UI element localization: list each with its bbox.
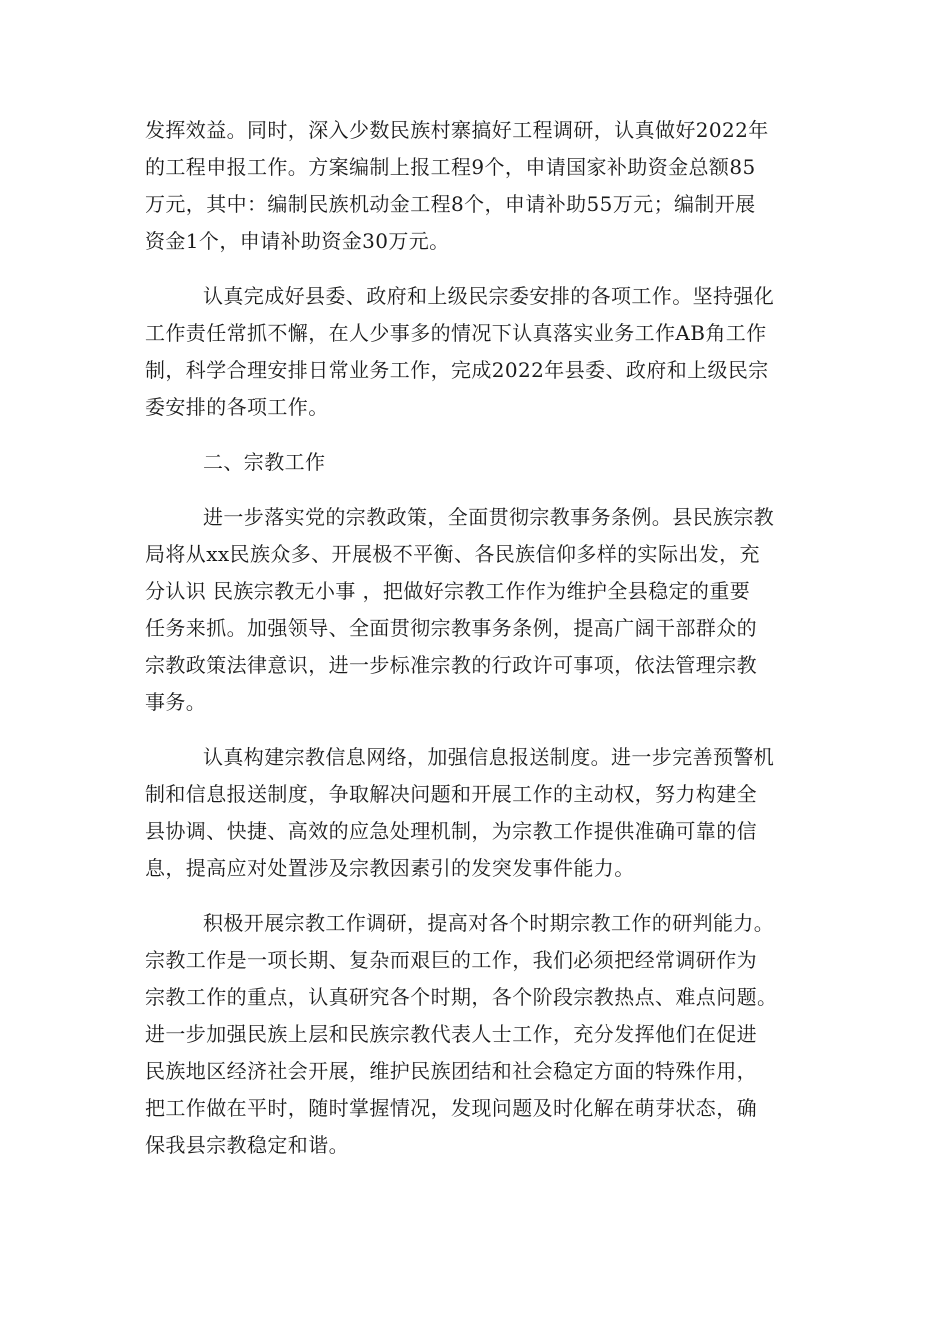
- text-line: 制，科学合理安排日常业务工作，完成2022年县委、政府和上级民宗: [145, 358, 769, 382]
- text-line: 事务。: [145, 690, 207, 714]
- text-line: 认真构建宗教信息网络，加强信息报送制度。进一步完善预警机: [203, 745, 775, 769]
- text-line: 宗教政策法律意识，进一步标准宗教的行政许可事项，依法管理宗教: [145, 653, 757, 677]
- text-line: 资金1个，申请补助资金30万元。: [145, 229, 450, 253]
- text-line: 息，提高应对处置涉及宗教因素引的发突发事件能力。: [145, 856, 635, 880]
- text-line: 宗教工作的重点，认真研究各个时期，各个阶段宗教热点、难点问题。: [145, 985, 778, 1009]
- text-line: 把工作做在平时，随时掌握情况，发现问题及时化解在萌芽状态，确: [145, 1096, 757, 1120]
- section-heading-text: 二、宗教工作: [203, 450, 326, 474]
- text-line: 的工程申报工作。方案编制上报工程9个，申请国家补助资金总额85: [145, 155, 756, 179]
- text-line: 宗教工作是一项长期、复杂而艰巨的工作，我们必须把经常调研作为: [145, 948, 757, 972]
- paragraph-research: [145, 905, 810, 1164]
- text-line: 县协调、快捷、高效的应急处理机制，为宗教工作提供准确可靠的信: [145, 819, 757, 843]
- paragraph-benefits: [145, 112, 810, 260]
- text-line: 认真完成好县委、政府和上级民宗委安排的各项工作。坚持强化: [203, 284, 775, 308]
- paragraph-religious-policy: [145, 499, 810, 721]
- text-line: 万元，其中：编制民族机动金工程8个，申请补助55万元；编制开展: [145, 192, 756, 216]
- paragraph-assigned-work: [145, 278, 810, 426]
- text-line: 保我县宗教稳定和谐。: [145, 1133, 349, 1157]
- text-line: 进一步加强民族上层和民族宗教代表人士工作，充分发挥他们在促进: [145, 1022, 757, 1046]
- paragraph-information-network: [145, 739, 810, 887]
- text-line: 制和信息报送制度，争取解决问题和开展工作的主动权，努力构建全: [145, 782, 757, 806]
- text-line: 民族地区经济社会开展，维护民族团结和社会稳定方面的特殊作用，: [145, 1059, 757, 1083]
- document-body: [145, 112, 810, 1182]
- text-line: 任务来抓。加强领导、全面贯彻宗教事务条例，提高广阔干部群众的: [145, 616, 757, 640]
- text-line: 发挥效益。同时，深入少数民族村寨搞好工程调研，认真做好2022年: [145, 118, 769, 142]
- text-line: 局将从xx民族众多、开展极不平衡、各民族信仰多样的实际出发，充: [145, 542, 760, 566]
- text-line: 积极开展宗教工作调研，提高对各个时期宗教工作的研判能力。: [203, 911, 775, 935]
- section-heading-religious-work: [145, 444, 810, 481]
- text-line: 委安排的各项工作。: [145, 395, 329, 419]
- text-line: 进一步落实党的宗教政策，全面贯彻宗教事务条例。县民族宗教: [203, 505, 775, 529]
- text-line: 分认识 民族宗教无小事 ，把做好宗教工作作为维护全县稳定的重要: [145, 579, 751, 603]
- text-line: 工作责任常抓不懈，在人少事多的情况下认真落实业务工作AB角工作: [145, 321, 767, 345]
